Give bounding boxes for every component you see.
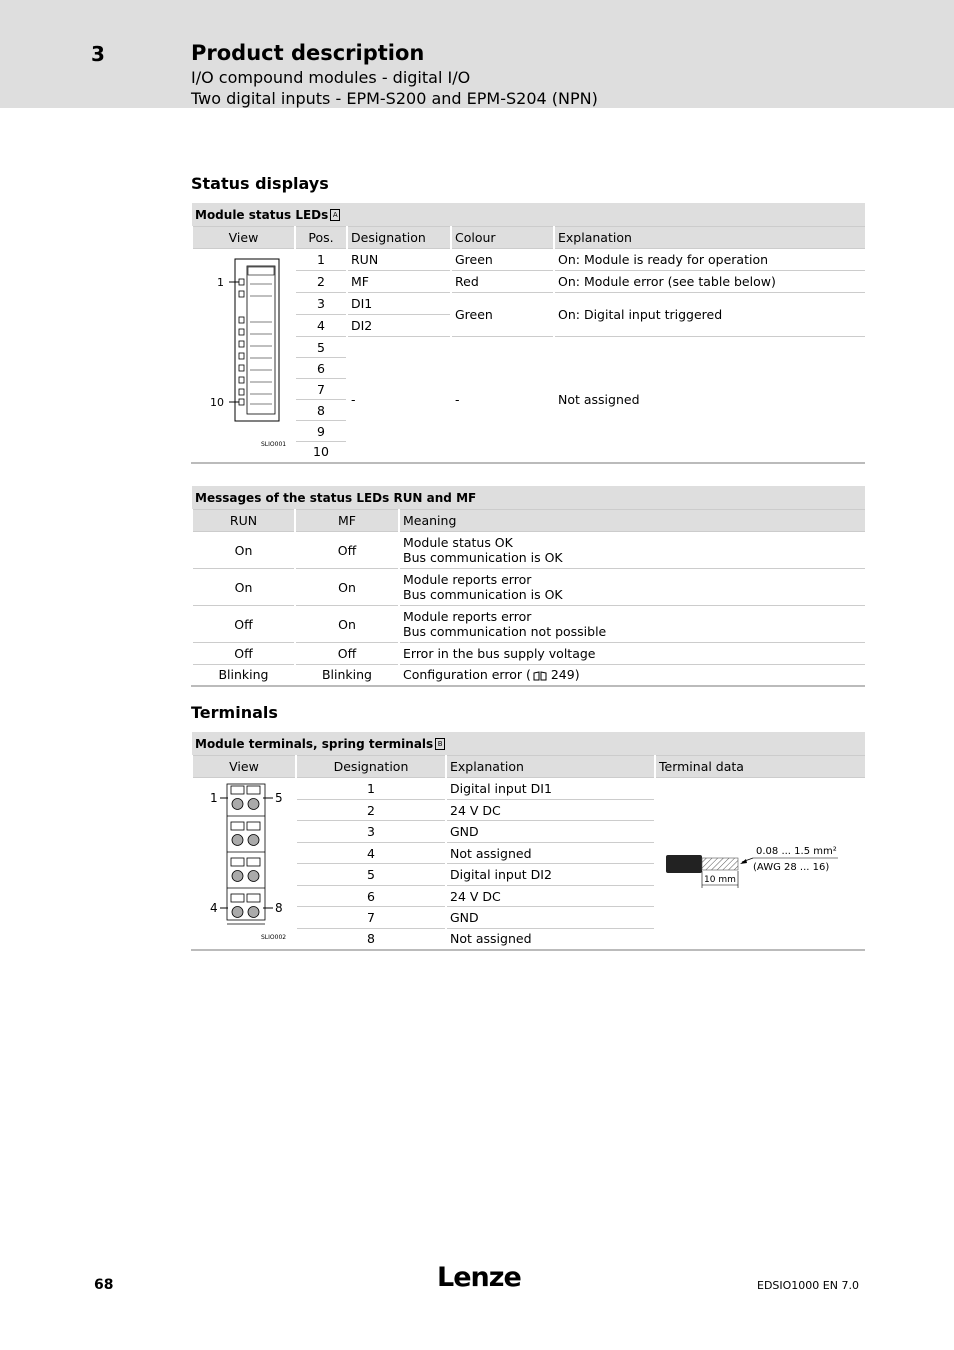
designation-4: DI2 bbox=[347, 315, 451, 337]
terminal-release bbox=[247, 822, 260, 830]
mf-2: On bbox=[295, 569, 399, 606]
terminal-hole bbox=[248, 799, 259, 810]
page-ref-link[interactable]: 249) bbox=[550, 667, 580, 683]
pos-6: 6 bbox=[295, 358, 347, 379]
terminal-hole bbox=[232, 799, 243, 810]
term-designation-4: 4 bbox=[296, 843, 446, 864]
term-explanation-1: Digital input DI1 bbox=[446, 778, 655, 800]
led-slot bbox=[239, 291, 244, 297]
term-explanation-7: GND bbox=[446, 907, 655, 929]
meaning-2: Module reports error Bus communication is OK bbox=[399, 569, 865, 606]
col-term-explanation: Explanation bbox=[446, 756, 655, 778]
strip-length: 10 mm bbox=[704, 875, 736, 885]
term-label-4: 4 bbox=[210, 901, 218, 915]
terminal-hole bbox=[232, 871, 243, 882]
terminal-hole bbox=[248, 907, 259, 918]
pos-4: 4 bbox=[295, 315, 347, 337]
col-term-data: Terminal data bbox=[655, 756, 865, 778]
mf-3: On bbox=[295, 606, 399, 643]
designation-2: MF bbox=[347, 271, 451, 293]
colour-2: Red bbox=[451, 271, 554, 293]
led-slot bbox=[239, 365, 244, 371]
meaning-5: Configuration error ( 249) bbox=[399, 665, 865, 686]
messages-caption: Messages of the status LEDs RUN and MF bbox=[192, 486, 865, 510]
led-slot bbox=[239, 279, 244, 285]
explanation-2: On: Module error (see table below) bbox=[554, 271, 865, 293]
term-designation-6: 6 bbox=[296, 886, 446, 907]
pos-9: 9 bbox=[295, 421, 347, 442]
led-slot bbox=[239, 341, 244, 347]
led-label-bottom: 10 bbox=[210, 396, 224, 409]
lenze-logo: Lenze bbox=[437, 1262, 521, 1293]
terminals-heading: Terminals bbox=[191, 703, 278, 722]
col-view: View bbox=[192, 227, 295, 249]
run-5: Blinking bbox=[192, 665, 295, 686]
pos-10: 10 bbox=[295, 442, 347, 463]
explanation-di: On: Digital input triggered bbox=[554, 293, 865, 337]
page-subtitle-2: Two digital inputs - EPM-S200 and EPM-S204 (NPN) bbox=[191, 89, 598, 108]
term-label-5: 5 bbox=[275, 791, 283, 805]
designation-na: - bbox=[347, 337, 451, 463]
term-fig-code: SLIO002 bbox=[261, 934, 287, 941]
terminal-release bbox=[247, 858, 260, 866]
terminal-release bbox=[247, 786, 260, 794]
meaning-3: Module reports error Bus communication not possible bbox=[399, 606, 865, 643]
terminal-release bbox=[231, 894, 244, 902]
col-explanation: Explanation bbox=[554, 227, 865, 249]
run-4: Off bbox=[192, 643, 295, 665]
status-led-table bbox=[191, 203, 865, 464]
meaning-4: Error in the bus supply voltage bbox=[399, 643, 865, 665]
page-title: Product description bbox=[191, 41, 425, 65]
terminal-hole bbox=[232, 835, 243, 846]
term-explanation-2: 24 V DC bbox=[446, 800, 655, 821]
marker-a: A bbox=[330, 209, 340, 221]
terminal-release bbox=[231, 858, 244, 866]
terminal-module-figure bbox=[193, 778, 297, 950]
col-colour: Colour bbox=[451, 227, 554, 249]
term-explanation-5: Digital input DI2 bbox=[446, 864, 655, 886]
led-slot bbox=[239, 377, 244, 383]
led-slot bbox=[239, 399, 244, 405]
terminals-table bbox=[191, 732, 865, 951]
led-view-cell bbox=[192, 249, 295, 463]
document-id: EDSIO1000 EN 7.0 bbox=[757, 1279, 859, 1292]
col-term-view: View bbox=[192, 756, 296, 778]
term-explanation-4: Not assigned bbox=[446, 843, 655, 864]
status-heading: Status displays bbox=[191, 174, 329, 193]
term-designation-8: 8 bbox=[296, 929, 446, 950]
term-designation-1: 1 bbox=[296, 778, 446, 800]
term-designation-7: 7 bbox=[296, 907, 446, 929]
status-led-caption: Module status LEDs A bbox=[192, 203, 865, 227]
explanation-1: On: Module is ready for operation bbox=[554, 249, 865, 271]
terminal-release bbox=[231, 786, 244, 794]
pos-3: 3 bbox=[295, 293, 347, 315]
terminal-release bbox=[231, 822, 244, 830]
pos-1: 1 bbox=[295, 249, 347, 271]
wire-awg: (AWG 28 ... 16) bbox=[753, 862, 830, 873]
mf-5: Blinking bbox=[295, 665, 399, 686]
terminal-hole bbox=[232, 907, 243, 918]
terminal-hole bbox=[248, 871, 259, 882]
col-designation: Designation bbox=[347, 227, 451, 249]
marker-b: B bbox=[435, 738, 445, 750]
col-run: RUN bbox=[192, 510, 295, 532]
page-subtitle-1: I/O compound modules - digital I/O bbox=[191, 68, 471, 87]
led-label-strip bbox=[248, 267, 274, 275]
led-slot bbox=[239, 317, 244, 323]
led-fig-code: SLIO001 bbox=[261, 441, 287, 448]
run-1: On bbox=[192, 532, 295, 569]
run-2: On bbox=[192, 569, 295, 606]
pos-8: 8 bbox=[295, 400, 347, 421]
terminal-data-cell bbox=[655, 778, 865, 950]
wire-figure bbox=[656, 778, 864, 950]
page-number: 68 bbox=[94, 1277, 114, 1293]
terminal-view-cell bbox=[192, 778, 296, 950]
terminals-caption: Module terminals, spring terminals B bbox=[192, 732, 865, 756]
explanation-na: Not assigned bbox=[554, 337, 865, 463]
colour-di: Green bbox=[451, 293, 554, 337]
colour-na: - bbox=[451, 337, 554, 463]
pos-5: 5 bbox=[295, 337, 347, 358]
term-explanation-3: GND bbox=[446, 821, 655, 843]
term-explanation-6: 24 V DC bbox=[446, 886, 655, 907]
mf-1: Off bbox=[295, 532, 399, 569]
pos-7: 7 bbox=[295, 379, 347, 400]
term-designation-5: 5 bbox=[296, 864, 446, 886]
mf-4: Off bbox=[295, 643, 399, 665]
terminal-release bbox=[247, 894, 260, 902]
col-pos: Pos. bbox=[295, 227, 347, 249]
wire-cross-section: 0.08 ... 1.5 mm² bbox=[756, 846, 837, 857]
led-slot bbox=[239, 353, 244, 359]
term-designation-3: 3 bbox=[296, 821, 446, 843]
led-label-top: 1 bbox=[217, 276, 224, 289]
terminal-hole bbox=[248, 835, 259, 846]
pos-2: 2 bbox=[295, 271, 347, 293]
led-slot bbox=[239, 389, 244, 395]
col-mf: MF bbox=[295, 510, 399, 532]
term-label-8: 8 bbox=[275, 901, 283, 915]
designation-1: RUN bbox=[347, 249, 451, 271]
term-explanation-8: Not assigned bbox=[446, 929, 655, 950]
col-meaning: Meaning bbox=[399, 510, 865, 532]
led-slot bbox=[239, 329, 244, 335]
meaning-1: Module status OK Bus communication is OK bbox=[399, 532, 865, 569]
colour-1: Green bbox=[451, 249, 554, 271]
designation-3: DI1 bbox=[347, 293, 451, 315]
led-module-figure bbox=[193, 249, 293, 459]
chapter-number: 3 bbox=[91, 42, 105, 66]
run-3: Off bbox=[192, 606, 295, 643]
term-label-1: 1 bbox=[210, 791, 218, 805]
col-term-designation: Designation bbox=[296, 756, 446, 778]
led-messages-table bbox=[191, 486, 865, 687]
term-designation-2: 2 bbox=[296, 800, 446, 821]
book-icon bbox=[533, 671, 547, 681]
